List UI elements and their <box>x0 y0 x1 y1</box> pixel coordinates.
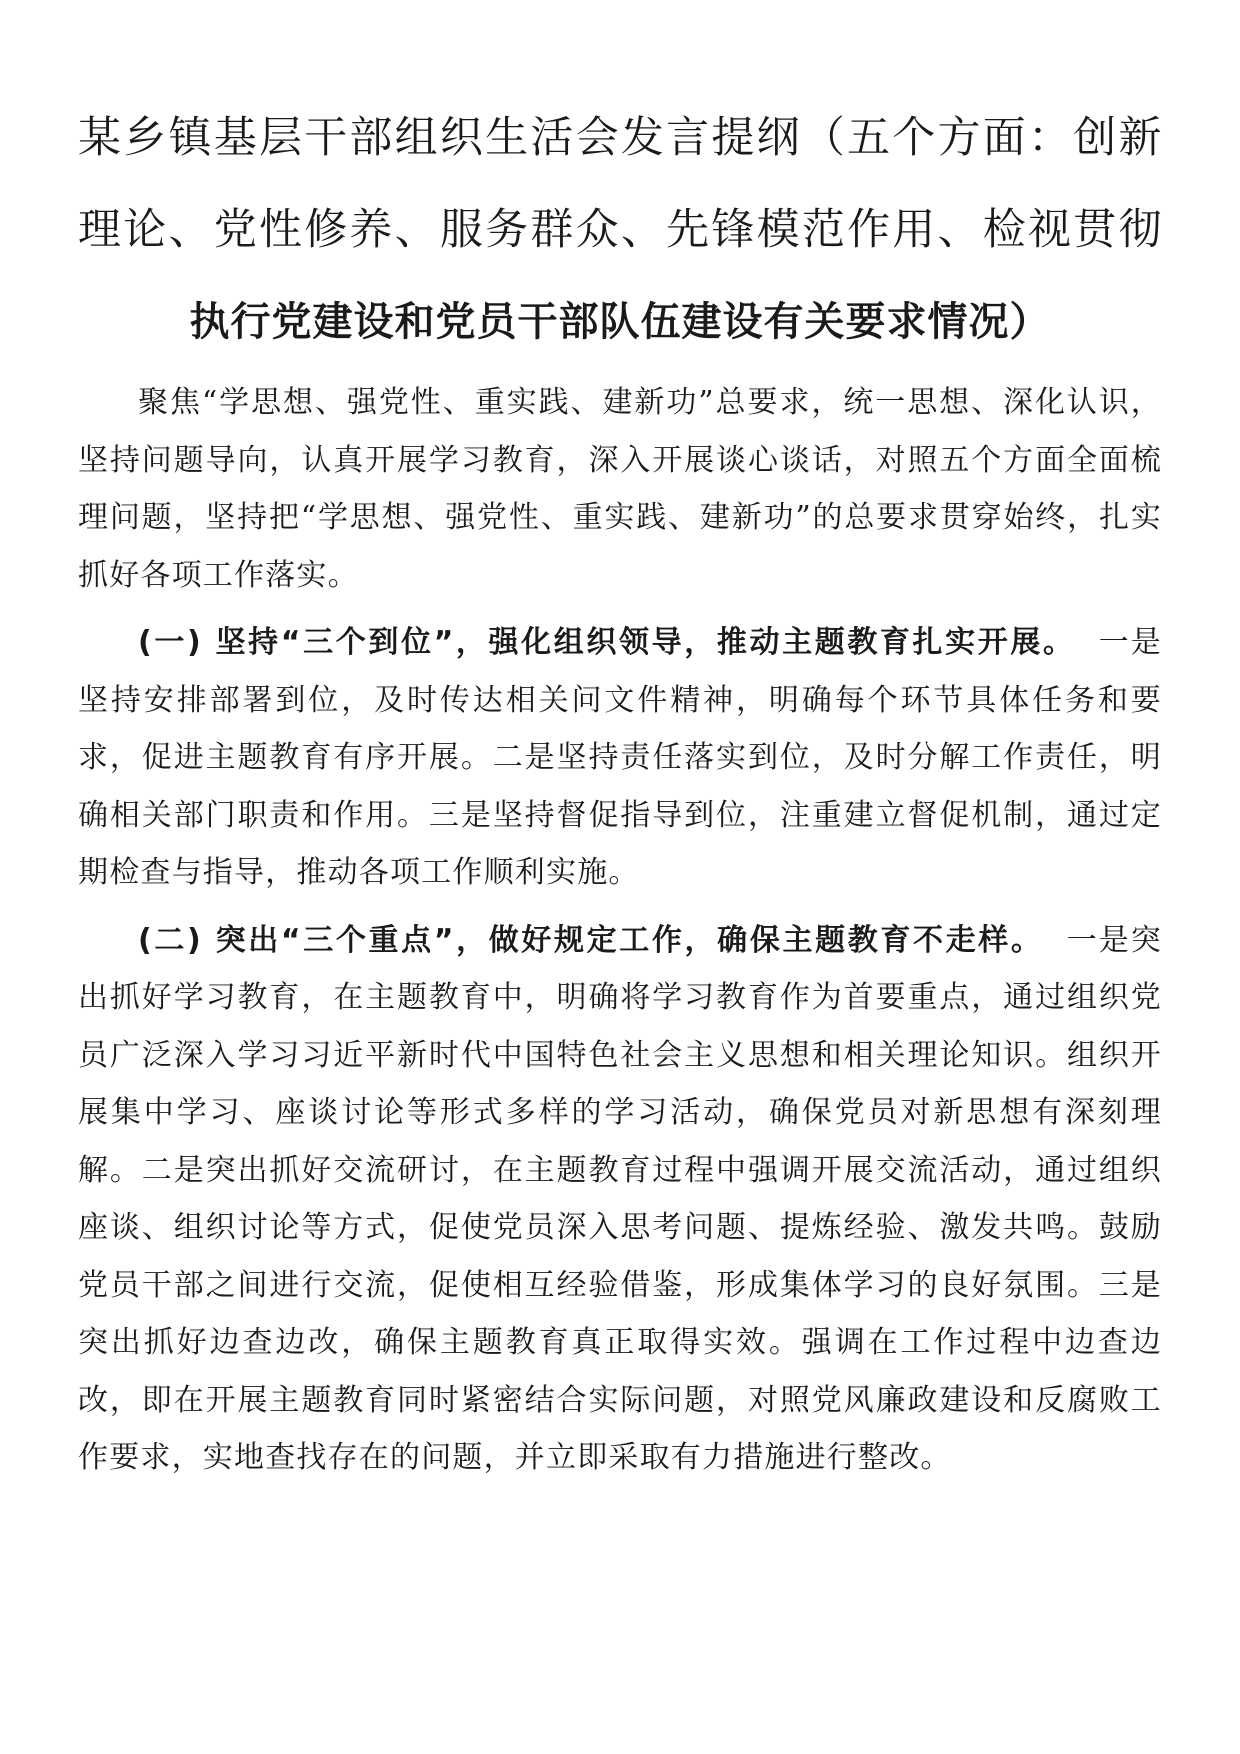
document-content <box>78 92 1162 1489</box>
section-body-2: 一是突出抓好学习教育，在主题教育中，明确将学习教育作为首要重点，通过组织党员广泛深入学习习近平新时代中国特色社会主义思想和相关理论知识。组织开展集中学习、座谈讨论等形式多样的学习活动，确保党员对新思想有深刻理解。二是突出抓好交流研讨，在主题教育过程中强调开展交流活动，通过组织座谈、组织讨论等方式，促使党员深入思考问题、提炼经验、激发共鸣。鼓励党员干部之间进行交流，促使相互经验借鉴，形成集体学习的良好氛围。三是突出抓好边查边改，确保主题教育真正取得实效。强调在工作过程中边查边改，即在开展主题教育同时紧密结合实际问题，对照党风廉政建设和反腐败工作要求，实地查找存在的问题，并立即采取有力措施进行整改。 <box>78 922 1162 1475</box>
section-paragraph-2 <box>78 912 1162 1487</box>
document-title-line-3: 执行党建设和党员干部队伍建设有关要求情况） <box>189 299 1051 345</box>
section-heading-1: (一) 坚持“三个到位”，强化组织领导，推动主题教育扎实开展。 <box>138 625 1076 660</box>
section-body-1: 一是坚持安排部署到位，及时传达相关问文件精神，明确每个环节具体任务和要求，促进主题教育有序开展。二是坚持责任落实到位，及时分解工作责任，明确相关部门职责和作用。三是坚持督促指导到位，注重建立督促机制，通过定期检查与指导，推动各项工作顺利实施。 <box>78 625 1162 890</box>
document-title-line-2: 理论、党性修养、服务群众、先锋模范作用、检视贯彻 <box>78 205 1162 255</box>
section-heading-2: (二) 突出“三个重点”，做好规定工作，确保主题教育不走样。 <box>138 922 1044 958</box>
section-paragraph-1 <box>78 614 1162 902</box>
document-title-line-1: 某乡镇基层干部组织生活会发言提纲（五个方面：创新 <box>78 113 1162 163</box>
intro-paragraph: 聚焦“学思想、强党性、重实践、建新功”总要求，统一思想、深化认识，坚持问题导向，认真开展学习教育，深入开展谈心谈话，对照五个方面全面梳理问题，坚持把“学思想、强党性、重实践、建新功”的总要求贯穿始终，扎实抓好各项工作落实。 <box>78 385 1162 593</box>
